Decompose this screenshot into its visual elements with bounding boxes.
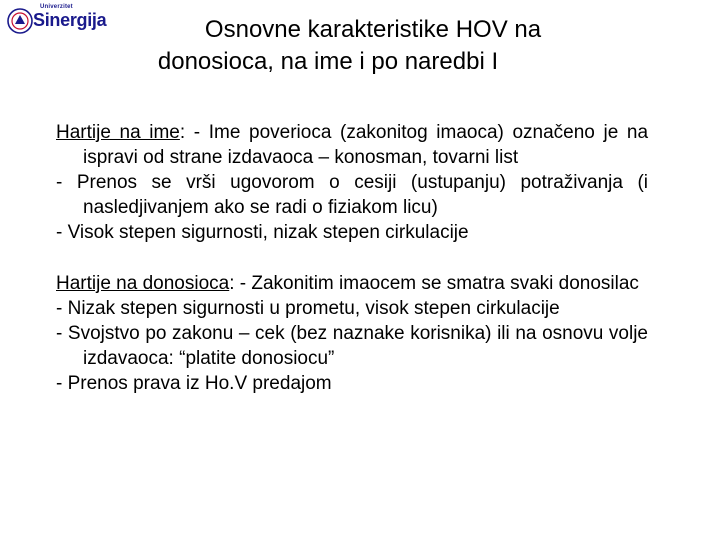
slide-title-line-1: Osnovne karakteristike HOV na	[204, 16, 542, 43]
list-item: - Visok stepen sigurnosti, nizak stepen cirkulacije	[56, 222, 469, 243]
section-registered-intro-text: : - Ime poverioca (zakonitog imaoca) označeno je na ispravi od strane izdavaoca – konosman, tovarni list	[83, 122, 649, 168]
logo-brand-text: Sinergija	[33, 10, 107, 30]
section-bearer-securities	[56, 271, 648, 396]
section-bearer-heading: Hartije na donosioca	[56, 273, 230, 294]
university-emblem-icon	[6, 7, 34, 35]
list-item: - Nizak stepen sigurnosti u prometu, visok stepen cirkulacije	[56, 298, 560, 319]
section-registered-intro	[56, 120, 648, 170]
list-item: - Prenos se vrši ugovorom o cesiji (ustupanju) potraživanja (i nasledjivanjem ako se radi o fiziakom licu)	[56, 172, 648, 218]
section-bearer-intro-text: : - Zakonitim imaocem se smatra svaki donosilac	[229, 273, 639, 294]
section-registered-securities	[56, 120, 648, 245]
list-item: - Svojstvo po zakonu – cek (bez naznake korisnika) ili na osnovu volje izdavaoca: “platite donosiocu”	[56, 323, 648, 369]
logo-university-text: Univerzitet	[40, 4, 73, 10]
slide-title-line-2: donosioca, na ime i po naredbi I	[157, 48, 499, 75]
section-bearer-intro	[56, 271, 648, 296]
slide-title	[108, 14, 668, 78]
section-registered-heading: Hartije na ime	[56, 122, 180, 143]
list-item: - Prenos prava iz Ho.V predajom	[56, 373, 332, 394]
slide-body	[56, 120, 648, 396]
